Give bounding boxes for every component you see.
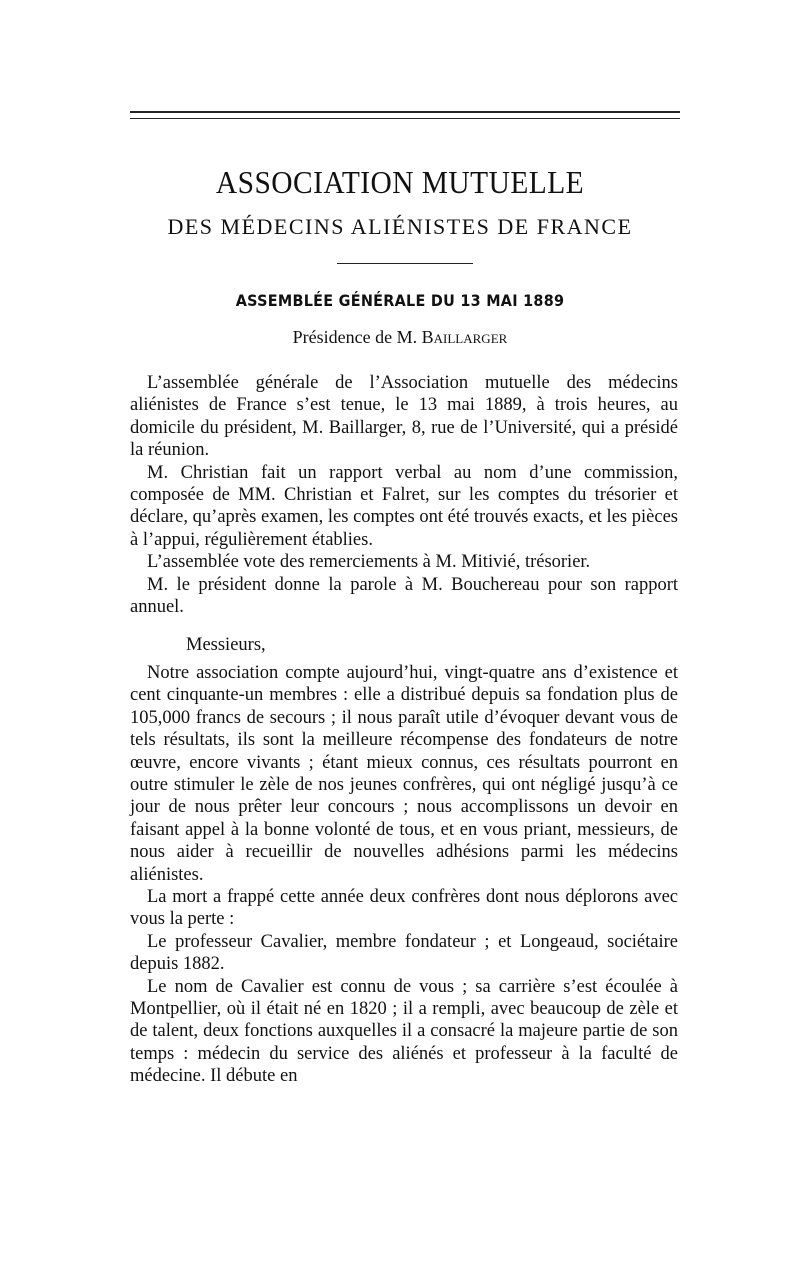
paragraph-annual-report: M. le président donne la parole à M. Bouchereau pour son rapport annuel. <box>130 574 678 618</box>
body-text <box>130 372 678 1088</box>
paragraph-association-status: Notre association compte aujourd’hui, vingt-quatre ans d’existence et cent cinquante-un membres : elle a distribué depuis sa fondation plus de 105,000 francs de secours ; il nous paraît utile d’évoquer devant vous de tels résultats, ils sont la meilleure récompense des fondateurs de notre œuvre, encore vivants ; étant mieux connus, ces résultats pourront en outre stimuler le zèle de nos jeunes confrères, qui ont négligé jusqu’à ce jour de nous prêter leur concours ; nous accomplissons un devoir en faisant appel à la bonne volonté de tous, et en vous priant, messieurs, de nous aider à recueillir de nouvelles adhésions parmi les médecins aliénistes. <box>130 662 678 885</box>
paragraph-deaths: La mort a frappé cette année deux confrères dont nous déplorons avec vous la perte : <box>130 886 678 930</box>
top-double-rule-upper <box>130 111 680 113</box>
presidence-prefix: Présidence de M. <box>292 327 422 347</box>
top-double-rule-lower <box>130 118 680 119</box>
paragraph-assembly-opening: L’assemblée générale de l’Association mutuelle des médecins aliénistes de France s’est tenue, le 13 mai 1889, à trois heures, au domicile du président, M. Baillarger, 8, rue de l’Université, qui a présidé la réunion. <box>130 373 678 461</box>
presidence-line <box>0 327 800 348</box>
salutation: Messieurs, <box>186 635 266 656</box>
paragraph-deceased-members: Le professeur Cavalier, membre fondateur ; et Longeaud, sociétaire depuis 1882. <box>130 931 678 975</box>
president-name: Baillarger <box>421 327 508 347</box>
section-divider <box>337 263 473 264</box>
paragraph-thanks-treasurer: L’assemblée vote des remerciements à M. Mitivié, trésorier. <box>147 552 591 573</box>
section-heading: ASSEMBLÉE GÉNÉRALE DU 13 MAI 1889 <box>235 291 565 310</box>
page-subtitle: DES MÉDECINS ALIÉNISTES DE FRANCE <box>167 214 633 239</box>
paragraph-cavalier: Le nom de Cavalier est connu de vous ; sa carrière s’est écoulée à Montpellier, où il était né en 1820 ; il a rempli, avec beaucoup de zèle et de talent, deux fonctions auxquelles il a consacré la majeure partie de son temps : médecin du service des aliénés et professeur à la faculté de médecine. Il débute en <box>130 976 678 1087</box>
page-title: ASSOCIATION MUTUELLE <box>215 164 585 200</box>
paragraph-commission-report: M. Christian fait un rapport verbal au nom d’une commission, composée de MM. Christian et Falret, sur les comptes du trésorier et déclare, qu’après examen, les comptes ont été trouvés exacts, et les pièces à l’appui, régulièrement établies. <box>130 462 678 550</box>
